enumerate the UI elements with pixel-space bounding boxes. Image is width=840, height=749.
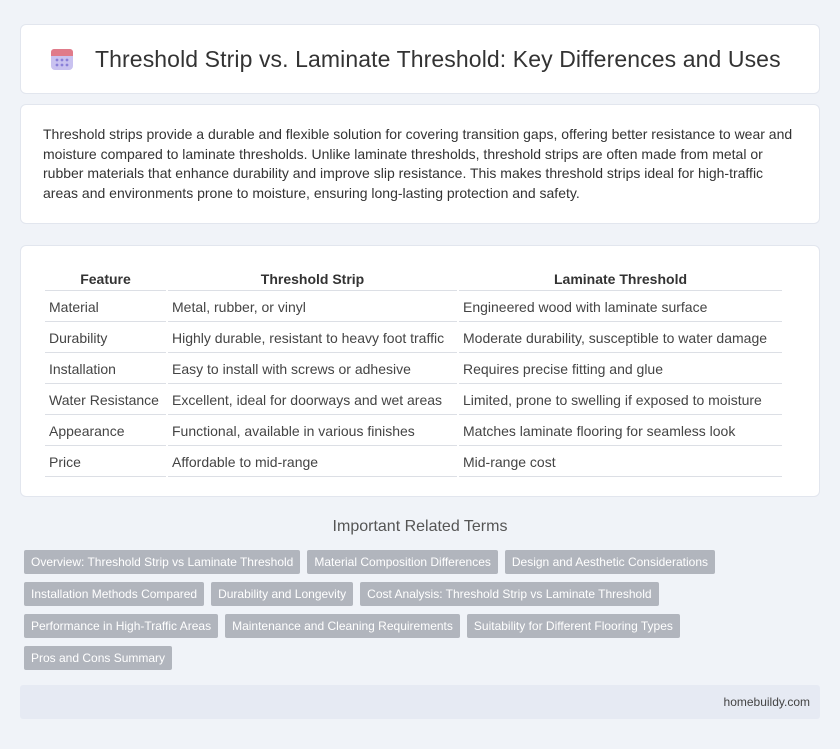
table-cell: Water Resistance (45, 386, 166, 415)
table-header-row (45, 268, 782, 291)
related-tag[interactable]: Maintenance and Cleaning Requirements (225, 614, 460, 638)
table-cell: Engineered wood with laminate surface (459, 293, 782, 322)
calendar-icon (49, 46, 75, 72)
related-tag[interactable]: Overview: Threshold Strip vs Laminate Threshold (24, 550, 300, 574)
comparison-table (43, 266, 784, 479)
table-cell: Material (45, 293, 166, 322)
table-cell: Moderate durability, susceptible to water damage (459, 324, 782, 353)
intro-text: Threshold strips provide a durable and flexible solution for covering transition gaps, offering better resistance to wear and moisture compared to laminate thresholds. Unlike laminate thresholds, threshold strips are often made from metal or rubber materials that enhance durability and improve slip resistance. This makes threshold strips ideal for high-traffic areas and environments prone to moisture, ensuring long-lasting protection and safety. (43, 126, 793, 201)
related-terms-tags (24, 550, 784, 670)
column-header-feature: Feature (45, 268, 166, 291)
table-row (45, 324, 782, 353)
related-tag[interactable]: Installation Methods Compared (24, 582, 204, 606)
related-tag[interactable]: Durability and Longevity (211, 582, 353, 606)
table-row (45, 293, 782, 322)
intro-card (20, 104, 820, 224)
table-cell: Installation (45, 355, 166, 384)
table-row (45, 448, 782, 477)
related-terms-title: Important Related Terms (332, 518, 508, 535)
table-row (45, 417, 782, 446)
table-cell: Highly durable, resistant to heavy foot traffic (168, 324, 457, 353)
related-tag[interactable]: Design and Aesthetic Considerations (505, 550, 715, 574)
table-cell: Requires precise fitting and glue (459, 355, 782, 384)
table-cell: Durability (45, 324, 166, 353)
table-cell: Mid-range cost (459, 448, 782, 477)
table-cell: Appearance (45, 417, 166, 446)
table-cell: Limited, prone to swelling if exposed to moisture (459, 386, 782, 415)
table-cell: Price (45, 448, 166, 477)
table-cell: Metal, rubber, or vinyl (168, 293, 457, 322)
page-header (20, 24, 820, 94)
table-cell: Affordable to mid-range (168, 448, 457, 477)
table-cell: Matches laminate flooring for seamless look (459, 417, 782, 446)
footer (20, 685, 820, 719)
related-tag[interactable]: Cost Analysis: Threshold Strip vs Laminate Threshold (360, 582, 658, 606)
table-cell: Excellent, ideal for doorways and wet areas (168, 386, 457, 415)
related-tag[interactable]: Suitability for Different Flooring Types (467, 614, 680, 638)
table-cell: Easy to install with screws or adhesive (168, 355, 457, 384)
related-tag[interactable]: Performance in High-Traffic Areas (24, 614, 218, 638)
table-cell: Functional, available in various finishes (168, 417, 457, 446)
column-header-laminate-threshold: Laminate Threshold (459, 268, 782, 291)
table-row (45, 386, 782, 415)
footer-site-link[interactable]: homebuildy.com (723, 695, 810, 709)
column-header-threshold-strip: Threshold Strip (168, 268, 457, 291)
table-row (45, 355, 782, 384)
page-title: Threshold Strip vs. Laminate Threshold: Key Differences and Uses (95, 45, 781, 72)
related-tag[interactable]: Material Composition Differences (307, 550, 498, 574)
related-tag[interactable]: Pros and Cons Summary (24, 646, 172, 670)
comparison-table-card (20, 245, 820, 497)
